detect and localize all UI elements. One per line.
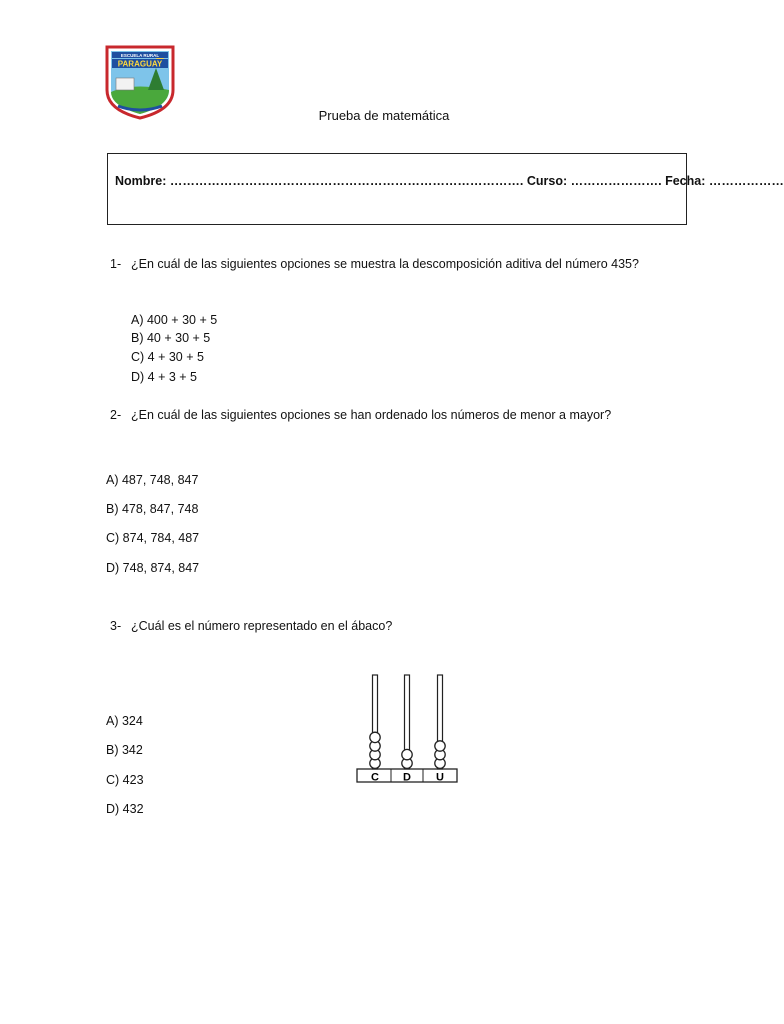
question-3-number: 3- (110, 619, 122, 633)
abacus-figure (355, 672, 461, 784)
nombre-label: Nombre: (115, 174, 167, 188)
question-2-option-b[interactable]: B) 478, 847, 748 (106, 502, 199, 516)
abacus-bead (435, 741, 445, 751)
logo-top-text: ESCUELA RURAL (120, 53, 160, 58)
student-info-line (115, 174, 784, 188)
question-1-option-d[interactable]: D) 4 + 3 + 5 (131, 370, 198, 384)
page-title: Prueba de matemática (318, 108, 450, 123)
question-3-option-b[interactable]: B) 342 (106, 743, 143, 757)
fecha-field[interactable]: ……………… (708, 174, 784, 188)
abacus-label-d: D (403, 771, 411, 784)
question-2-number: 2- (110, 408, 122, 422)
question-2-option-c[interactable]: C) 874, 784, 487 (106, 531, 200, 545)
curso-field[interactable]: …………………. (570, 174, 662, 188)
question-1-text: ¿En cuál de las siguientes opciones se muestra la descomposición aditiva del número 435? (131, 257, 639, 271)
student-info-box (107, 153, 784, 225)
fecha-label: Fecha: (665, 174, 706, 188)
question-2-option-a[interactable]: A) 487, 748, 847 (106, 473, 199, 487)
question-1-option-b[interactable]: B) 40 + 30 + 5 (131, 331, 211, 345)
question-1-option-a[interactable]: A) 400 + 30 + 5 (131, 313, 218, 327)
question-3-option-c[interactable]: C) 423 (106, 773, 144, 787)
question-1-option-c[interactable]: C) 4 + 30 + 5 (131, 350, 204, 364)
logo-school-name: PARAGUAY (117, 59, 163, 69)
nombre-field[interactable]: …………………………………………………………………………. (169, 174, 524, 188)
question-3-text: ¿Cuál es el número representado en el ábaco? (131, 619, 393, 633)
abacus-bead (402, 749, 412, 759)
question-3-option-a[interactable]: A) 324 (106, 714, 143, 728)
abacus-label-u: U (436, 771, 444, 784)
question-1-number: 1- (110, 257, 122, 271)
abacus-label-c: C (371, 771, 379, 784)
curso-label: Curso: (526, 174, 568, 188)
question-2-option-d[interactable]: D) 748, 874, 847 (106, 561, 200, 575)
question-3-option-d[interactable]: D) 432 (106, 802, 144, 816)
question-2-text: ¿En cuál de las siguientes opciones se han ordenado los números de menor a mayor? (131, 408, 612, 422)
abacus-bead (370, 732, 380, 742)
